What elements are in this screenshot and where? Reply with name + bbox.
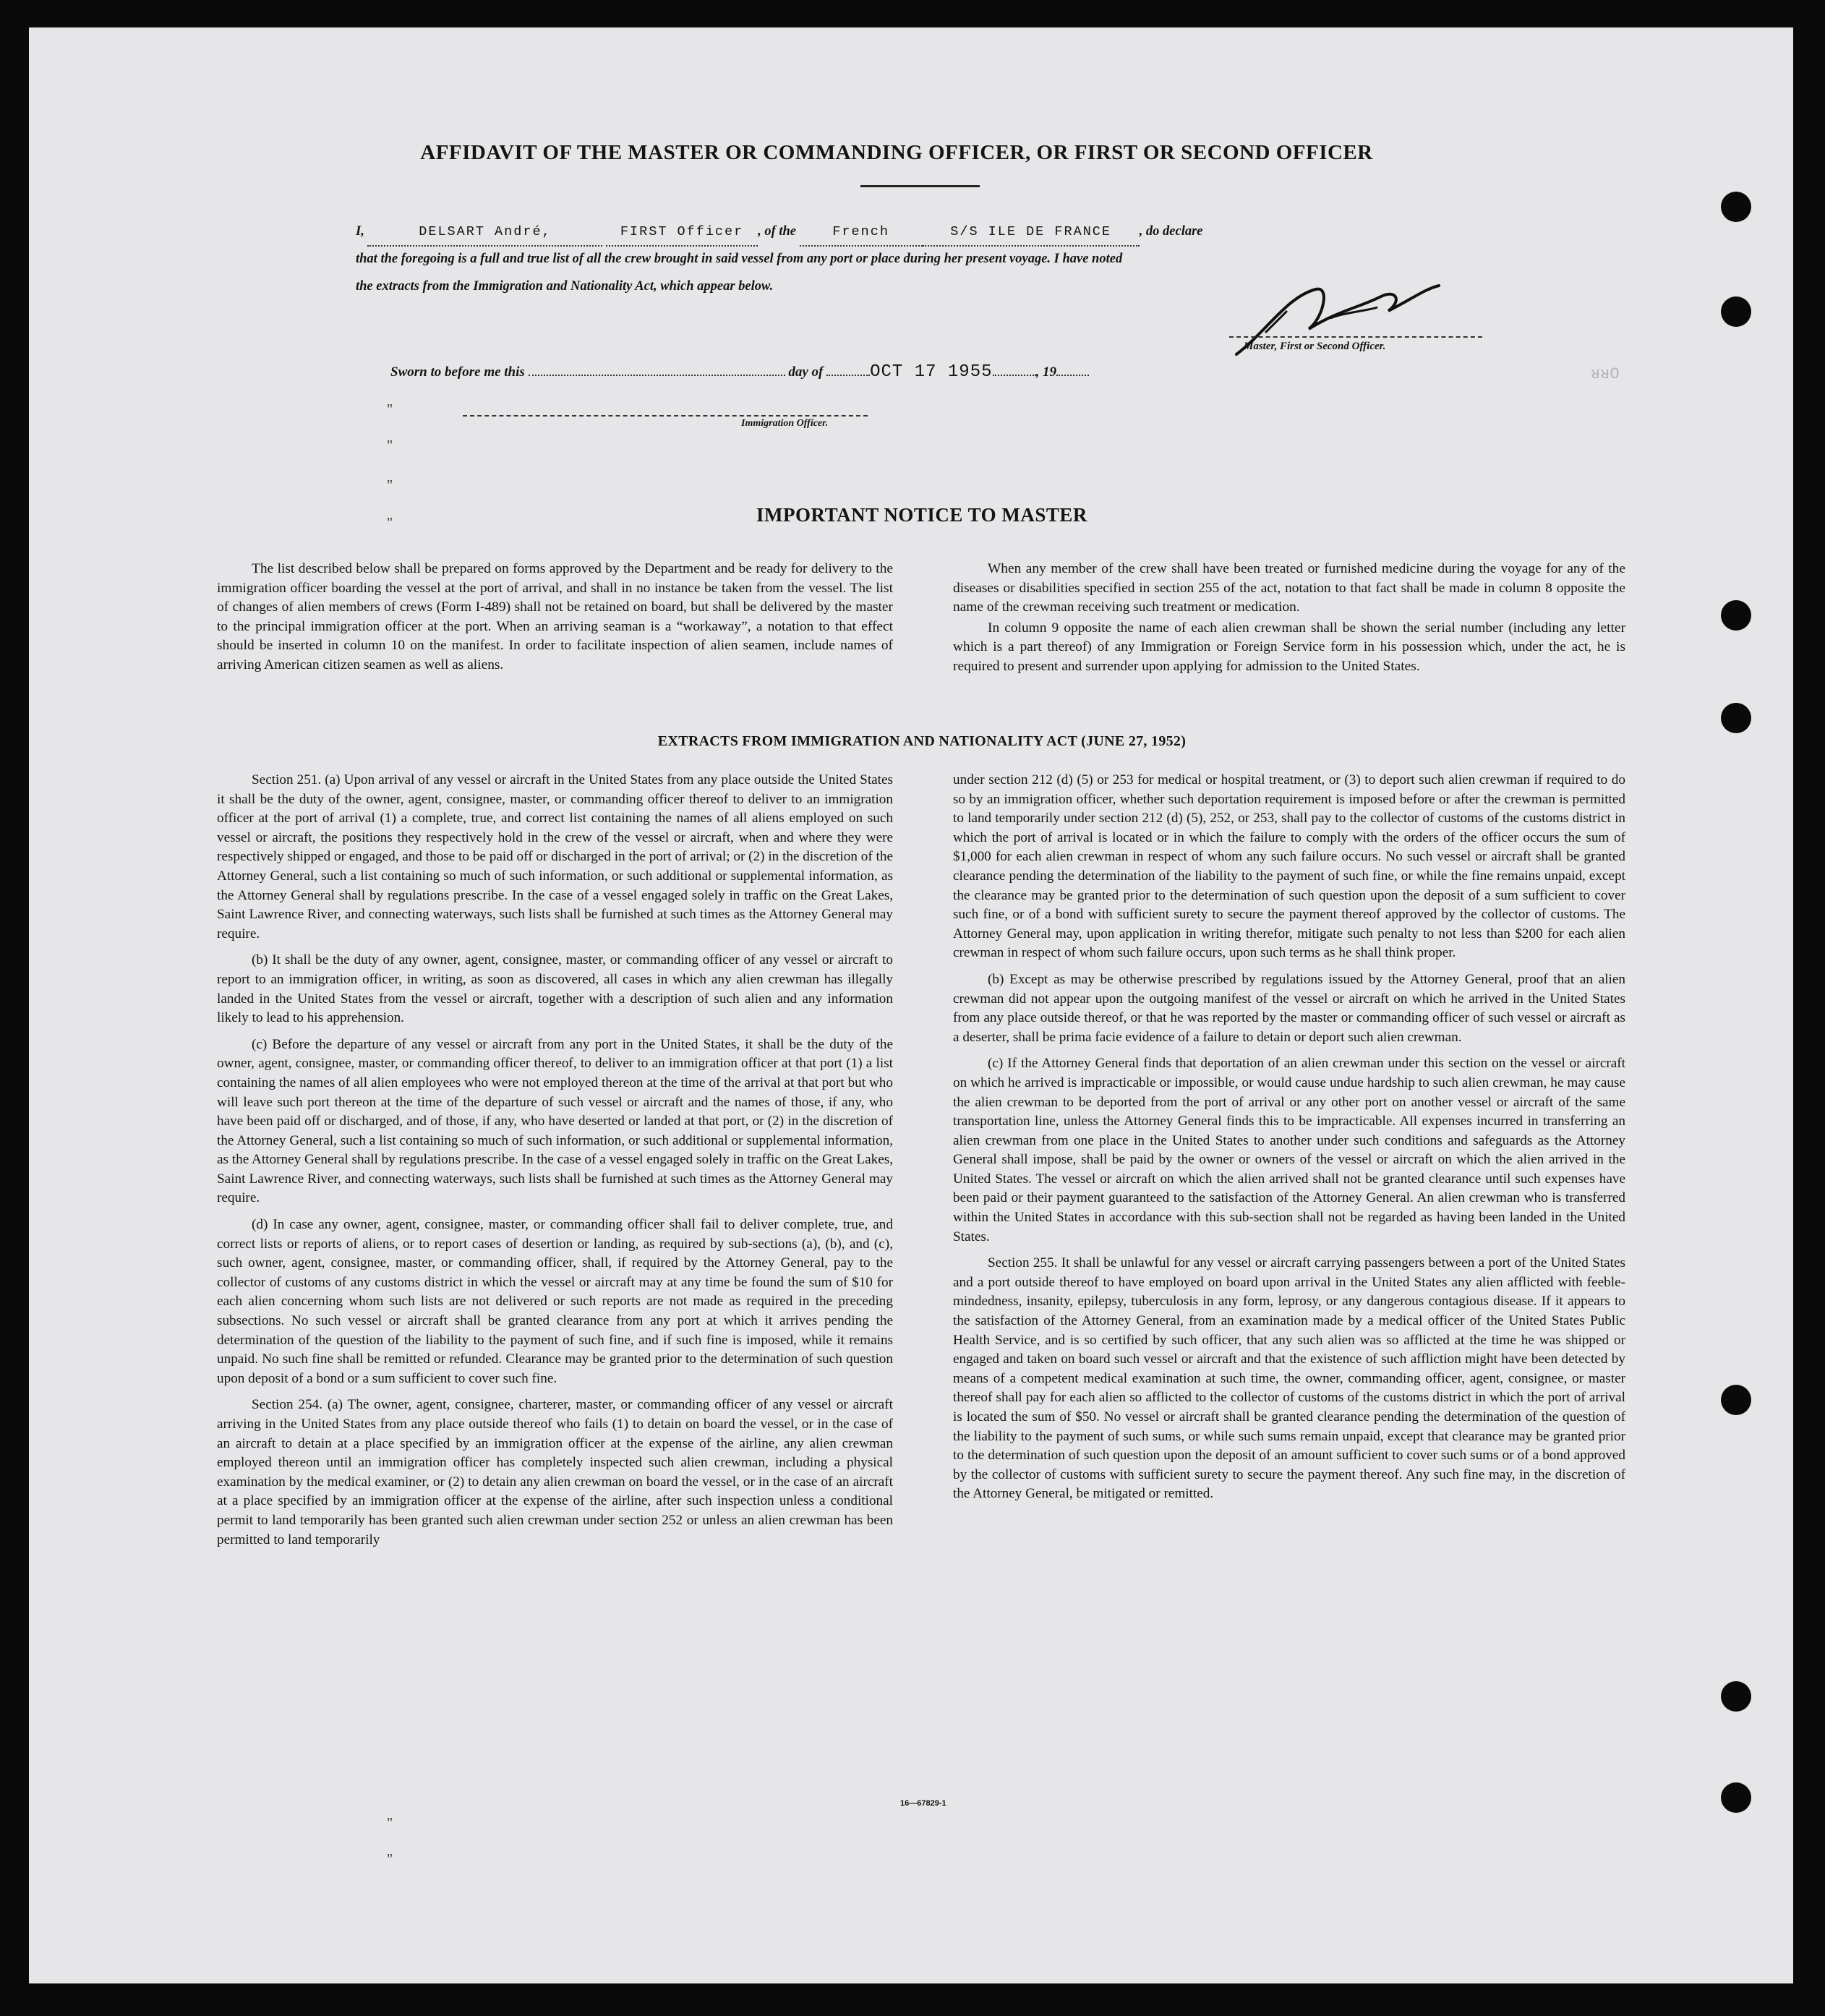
section-254b: (b) Except as may be otherwise prescribed by regulations issued by the Attorney General, proof that an alien crewman did not appear upon the outgoing manifest of the vessel or aircraft on which he arrived in the United States from any place outside thereof, or that he was reported by the master or commanding officer of such vessel or aircraft as a deserter, shall be prima facie evidence of a failure to detain or deport such alien crewman.	[953, 971, 1625, 1045]
title-rule	[860, 185, 980, 187]
notice-left-column	[217, 560, 893, 675]
sworn-line	[390, 362, 1089, 382]
do-declare-label: , do declare	[1139, 224, 1203, 239]
sworn-day-label: day of	[788, 364, 824, 380]
punch-hole	[1721, 1681, 1751, 1712]
section-254c: (c) If the Attorney General finds that deportation of an alien crewman under this section on the vessel or aircraft on which he arrived is impracticable or impossible, or would cause undue hardship to such alien crewman, he may cause the alien crewman to be deported from the port of arrival or any other port on another vessel or aircraft of the same transportation line, unless the Attorney General finds this to be impracticable. All expenses incurred in transferring an alien crewman from one place in the United States to another under such conditions and safeguards as the Attorney General shall impose, shall be paid by the owner or owners of the vessel or aircraft on which the alien arrived in the United States. The vessel or aircraft on which the alien arrived shall not be granted clearance until such expenses have been paid or their payment guaranteed to the satisfaction of the Attorney General. An alien crewman who is transferred within the United States in accordance with this sub-section shall not be regarded as having been landed in the United States.	[953, 1056, 1625, 1244]
section-251a: Section 251. (a) Upon arrival of any vessel or aircraft in the United States from any place outside the United States it shall be the duty of the owner, agent, consignee, master, or commanding officer thereof to deliver to an immigration officer at the port of arrival (1) a complete, true, and correct list containing the names of all aliens employed on such vessel or aircraft, the positions they respectively hold in the crew of the vessel or aircraft, when and where they were respectively shipped or engaged, and those to be paid off or discharged in the port of arrival; or (2) in the discretion of the Attorney General, such a list containing so much of such information, or such additional or supplemental information, as the Attorney General shall by regulations prescribe. In the case of a vessel engaged solely in traffic on the Great Lakes, Saint Lawrence River, and connecting waterways, such lists shall be furnished at such times as the Attorney General may require.	[217, 772, 893, 941]
notice-right-paragraph-2: In column 9 opposite the name of each alien crewman shall be shown the serial number (including any letter which is a part thereof) of any Immigration or Foreign Service form in his possession which, under the act, he is required to present and surrender upon applying for admission to the United States.	[953, 620, 1625, 674]
punch-hole	[1721, 192, 1751, 222]
punch-hole	[1721, 1385, 1751, 1415]
bleed-through-text: ᴚᴚO	[1591, 365, 1620, 383]
document-title: AFFIDAVIT OF THE MASTER OR COMMANDING OFFICER, OR FIRST OR SECOND OFFICER	[420, 141, 1373, 164]
section-254a: Section 254. (a) The owner, agent, consignee, charterer, master, or commanding officer of any vessel or aircraft arriving in the United States from any place outside thereof who fails (1) to detain on board the vessel, or in the case of an aircraft to detain at a place specified by an immigration officer at the expense of the airline, any alien crewman employed thereon until an immigration officer has completely inspected such alien crewman, including a physical examination by the medical examiner, or (2) to detain any alien crewman on board the vessel, or in the case of an aircraft at a place specified by an immigration officer at the expense of the airline, after such inspection unless a conditional permit to land temporarily has been granted such alien crewman under section 252 or unless an alien crewman has been permitted to land temporarily	[217, 1397, 893, 1547]
section-255: Section 255. It shall be unlawful for any vessel or aircraft carrying passengers between a port of the United States and a port outside thereof to have employed on board upon arrival in the United States any alien afflicted with feeble-mindedness, insanity, epilepsy, tuberculosis in any form, leprosy, or any dangerous contagious disease. If it appears to the satisfaction of the Attorney General, from an examination made by a medical officer of the United States Public Health Service, and is so certified by such officer, that any such alien was so afflicted at the time he was shipped or engaged and taken on board such vessel or aircraft and that the existence of such affliction might have been detected by means of a competent medical examination at such time, the owner, commanding officer, agent, consignee, or master thereof shall pay for each alien so afflicted to the collector of customs of the customs district in which the port of arrival is located the sum of $50. No vessel or aircraft shall be granted clearance pending the determination of the question of the liability to the payment of such sums, or while such sums remain unpaid, except that clearance may be granted prior to the determination of such question upon the deposit of an amount sufficient to cover such sums or of a bond approved by the collector of customs with sufficient surety to secure the payment thereof. Any such fine may, in the discretion of the Attorney General, be mitigated or remitted.	[953, 1255, 1625, 1502]
form-number: 16—67829-1	[900, 1799, 946, 1808]
signature-line	[1229, 336, 1482, 338]
section-251b: (b) It shall be the duty of any owner, agent, consignee, master, or commanding officer of any vessel or aircraft to report to an immigration officer, in writing, as soon as discovered, all cases in which any alien crewman has illegally landed in the United States from the vessel or aircraft, together with a description of such alien and any information likely to lead to his apprehension.	[217, 952, 893, 1026]
declaration-i-label: I,	[356, 224, 364, 239]
extracts-title: EXTRACTS FROM IMMIGRATION AND NATIONALITY ACT (JUNE 27, 1952)	[657, 733, 1187, 749]
extracts-left-column	[217, 771, 893, 1550]
declarant-name: DELSART André,	[367, 218, 602, 247]
sworn-year-blank	[1056, 362, 1089, 376]
margin-tick: "	[387, 401, 393, 417]
margin-tick: "	[387, 437, 393, 453]
vessel-name: S/S ILE DE FRANCE	[923, 218, 1140, 247]
punch-hole	[1721, 600, 1751, 631]
sworn-year-label: , 19	[1035, 364, 1057, 380]
of-the-label: , of the	[758, 224, 797, 239]
immigration-officer-line	[463, 415, 868, 417]
sworn-label: Sworn to before me this	[390, 364, 525, 380]
margin-tick: "	[387, 1851, 393, 1867]
section-251d: (d) In case any owner, agent, consignee, master, or commanding officer shall fail to deliver complete, true, and correct lists or reports of aliens, or to report cases of desertion or landing, as required by sub-sections (a), (b), and (c), such owner, agent, consignee, master, or commanding officer, shall, if required by the Attorney General, pay to the collector of customs of any customs district in which the vessel or aircraft may at any time be found the sum of $10 for each alien concerning whom such lists are not delivered or such reports are not made as required in the preceding subsections. No such vessel or aircraft shall be granted clearance from any port at which it arrives pending the determination of the question of the liability to the payment of such fine, and if such fine is imposed, while it remains unpaid. No such fine shall be remitted or refunded. Clearance may be granted prior to the determination of such question upon deposit of a bond or a sum sufficient to cover such fine.	[217, 1217, 893, 1386]
margin-tick: "	[387, 1815, 393, 1831]
immigration-officer-label: Immigration Officer.	[741, 418, 829, 429]
notice-title: IMPORTANT NOTICE TO MASTER	[756, 504, 1087, 526]
sworn-date-prefix	[826, 362, 870, 376]
sworn-date-suffix	[993, 362, 1036, 376]
signature-label: Master, First or Second Officer.	[1244, 341, 1386, 352]
margin-tick: "	[387, 477, 393, 493]
section-251c: (c) Before the departure of any vessel or aircraft from any port in the United States, it shall be the duty of the owner, agent, consignee, master, or commanding officer thereof, to deliver to an immigration officer at that port (1) a list containing the names of all alien employees who were not employed thereon at the time of the arrival at that port but who will leave such port thereon at the time of the departure of such vessel or aircraft and the names of those, if any, who have been paid off or discharged, and of those, if any, who have deserted or landed at that port, or (2) in the discretion of the Attorney General, such a list containing so much of such information, or such additional or supplemental information, as the Attorney General shall by regulations prescribe. In the case of a vessel engaged solely in traffic on the Great Lakes, Saint Lawrence River, and connecting waterways, such lists shall be furnished at such times as the Attorney General may require.	[217, 1036, 893, 1206]
sworn-day-blank	[529, 362, 785, 376]
notice-right-column	[953, 560, 1625, 677]
punch-hole	[1721, 296, 1751, 327]
vessel-nationality: French	[800, 218, 923, 247]
section-254a-continued: under section 212 (d) (5) or 253 for medical or hospital treatment, or (3) to deport such alien crewman if required to do so by an immigration officer, whether such deportation requirement is imposed before or after the crewman is permitted to land temporarily under section 212 (d) (5), 252, or 253, shall pay to the collector of customs of the customs district in which the port of arrival is located or in which the failure to comply with the orders of the officer occurs the sum of $1,000 for each alien crewman in respect of whom any such failure occurs. No such vessel or aircraft shall be granted clearance pending the determination of the liability to the payment of such fine, or while the fine remains unpaid, except the clearance may be granted prior to the determination of such question upon the deposit of a sum sufficient to cover such fine, or of a bond with sufficient surety to secure the payment thereof approved by the collector of customs. The Attorney General may, upon application in writing therefor, mitigate such penalty to not less than $200 for each alien crewman in respect of whom such failure occurs, upon such terms as he shall think proper.	[953, 772, 1625, 961]
margin-tick: "	[387, 515, 393, 531]
declaration-line-3: the extracts from the Immigration and Nationality Act, which appear below.	[356, 279, 774, 294]
punch-hole	[1721, 1782, 1751, 1813]
extracts-right-column	[953, 771, 1625, 1504]
notice-right-paragraph-1: When any member of the crew shall have been treated or furnished medicine during the voyage for any of the diseases or disabilities specified in section 255 of the act, notation to that fact shall be made in column 8 opposite the name of the crewman receiving such treatment or medication.	[953, 561, 1625, 615]
date-stamp: OCT 17 1955	[870, 362, 993, 382]
declaration-line-2: that the foregoing is a full and true list of all the crew brought in said vessel from any port or place during her present voyage. I have noted	[356, 252, 1123, 266]
punch-hole	[1721, 703, 1751, 733]
officer-signature	[1222, 268, 1453, 369]
declarant-rank: FIRST Officer	[606, 218, 758, 247]
notice-left-paragraph: The list described below shall be prepared on forms approved by the Department and be ready for delivery to the immigration officer boarding the vessel at the port of arrival, and shall in no instance be taken from the vessel. The list of changes of alien members of crews (Form I-489) shall not be retained on board, but shall be delivered by the master to the principal immigration officer at the port. When an arriving seaman is a “workaway”, a notation to that effect should be inserted in column 10 on the manifest. In order to facilitate inspection of alien seamen, include names of arriving American citizen seamen as well as aliens.	[217, 561, 893, 672]
